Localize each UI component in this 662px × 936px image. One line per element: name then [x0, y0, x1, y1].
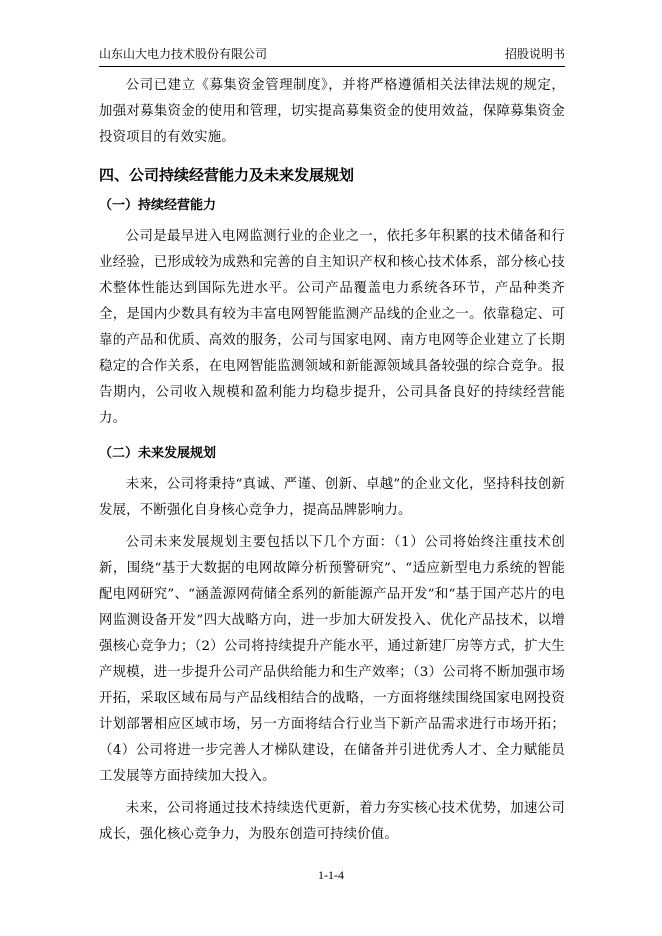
header-document-type: 招股说明书	[504, 47, 565, 61]
plan-paragraph: 未来，公司将秉持“真诚、严谨、创新、卓越”的企业文化，坚持科技创新发展，不断强化自身核心竞争力，提高品牌影响力。	[99, 477, 565, 518]
section-title: 四、公司持续经营能力及未来发展规划	[99, 166, 355, 184]
plan-paragraph: 未来，公司将通过技术持续迭代更新，着力夯实核心技术优势，加速公司成长，强化核心竞争力，为股东创造可持续价值。	[99, 801, 565, 842]
header-company-name: 山东山大电力技术股份有限公司	[99, 47, 268, 61]
subsection-title-plan: （二）未来发展规划	[99, 446, 217, 461]
intro-paragraph: 公司已建立《募集资金管理制度》，并将严格遵循相关法律法规的规定，加强对募集资金的使用和管理，切实提高募集资金的使用效益，保障募集资金投资项目的有效实施。	[99, 78, 565, 145]
plan-paragraph: 公司未来发展规划主要包括以下几个方面：（1）公司将始终注重技术创新，围绕“基于大数据的电网故障分析预警研究”、“适应新型电力系统的智能配电网研究”、“涵盖源网荷储全系列的新能源产品开发”和“基于国产芯片的电网监测设备开发”四大战略方向，进一步加大研发投入、优化产品技术，以增强核心竞争力；（2）公司将持续提升产能水平，通过新建厂房等方式，扩大生产规模，进一步提升公司产品供给能力和生产效率；（3）公司将不断加强市场开拓，采取区域布局与产品线相结合的战略，一方面将继续围绕国家电网投资计划部署相应区域市场，另一方面将结合行业当下新产品需求进行市场开拓；（4）公司将进一步完善人才梯队建设，在储备并引进优秀人才、全力赋能员工发展等方面持续加大投入。	[99, 535, 565, 784]
page-content	[99, 73, 565, 848]
page-number: 1-1-4	[318, 868, 344, 882]
page-header	[99, 46, 565, 67]
operations-paragraph: 公司是最早进入电网监测行业的企业之一，依托多年积累的技术储备和行业经验，已形成较为成熟和完善的自主知识产权和核心技术体系，部分核心技术整体性能达到国际先进水平。公司产品覆盖电力系统各环节，产品种类齐全，是国内少数具有较为丰富电网智能监测产品线的企业之一。依靠稳定、可靠的产品和优质、高效的服务，公司与国家电网、南方电网等企业建立了长期稳定的合作关系，在电网智能监测领域和新能源领域具备较强的综合竞争。报告期内，公司收入规模和盈利能力均稳步提升，公司具备良好的持续经营能力。	[99, 229, 565, 426]
subsection-title-operations: （一）持续经营能力	[99, 198, 217, 213]
